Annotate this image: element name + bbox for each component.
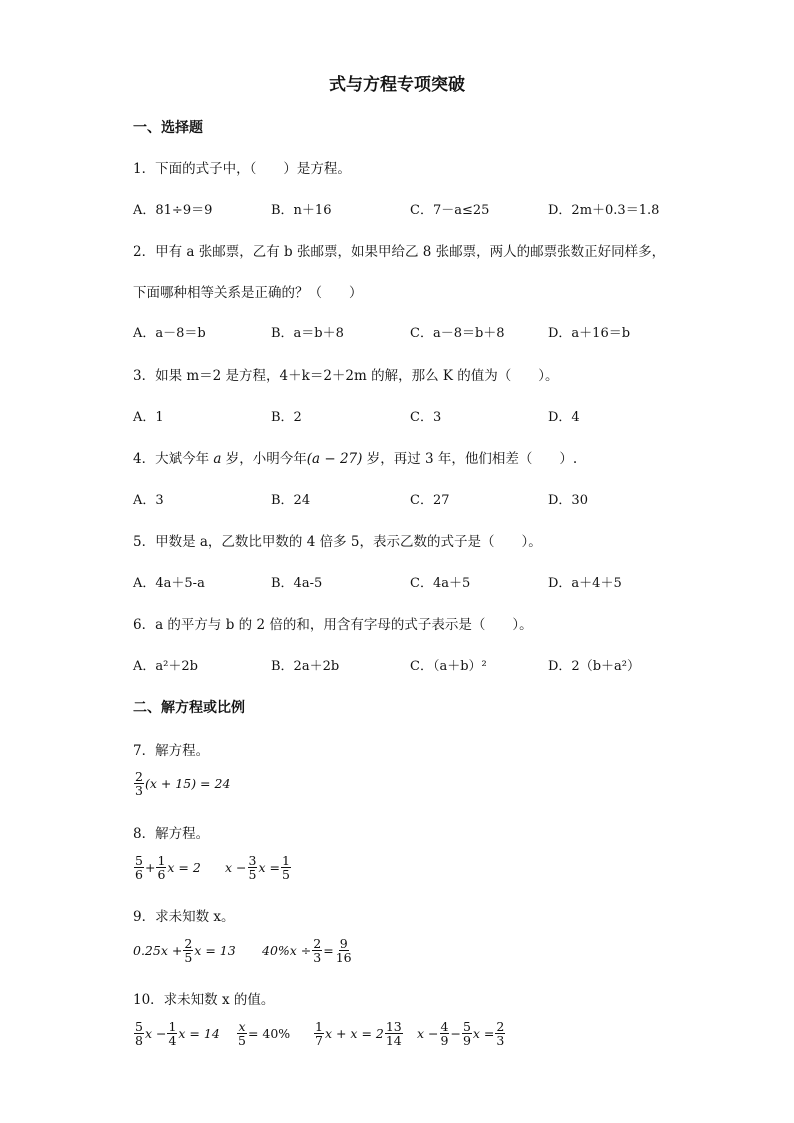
q3-option-b: B．2 xyxy=(271,410,302,425)
question-2: 2．甲有 a 张邮票，乙有 b 张邮票，如果甲给乙 8 张邮票，两人的邮票张数正好同样多， xyxy=(133,244,666,260)
q1-option-c: C．7－a≤25 xyxy=(410,203,490,218)
fraction: $\frac{2}{3}$ xyxy=(135,769,143,799)
q5-option-b: B．4a-5 xyxy=(271,576,323,591)
fraction: $\frac{5}{8}$ xyxy=(135,1019,143,1049)
q4-option-c: C．27 xyxy=(410,493,450,508)
q6-option-b: B．2a＋2b xyxy=(271,659,340,674)
q4-option-b: B．24 xyxy=(271,493,311,508)
q7-equation: $\frac{2}{3}$ (x + 15) = 24 xyxy=(135,769,231,799)
q2-option-a: A．a－8＝b xyxy=(133,326,206,341)
fraction: $\frac{2}{3}$ xyxy=(496,1019,505,1049)
question-7: 7．解方程。 xyxy=(133,743,210,759)
q6-option-a: A．a²＋2b xyxy=(133,659,198,674)
q4-option-a: A．3 xyxy=(133,493,164,508)
q2-option-b: B．a＝b＋8 xyxy=(271,326,344,341)
section-heading-equations: 二、解方程或比例 xyxy=(133,700,245,716)
q5-option-c: C．4a＋5 xyxy=(410,576,471,591)
q4-option-d: D．30 xyxy=(548,493,588,508)
q4-text-b: 岁，小明今年 xyxy=(221,451,307,467)
q2-option-c: C．a－8＝b＋8 xyxy=(410,326,505,341)
section-heading-choice: 一、选择题 xyxy=(133,120,203,136)
fraction: $\frac{13}{14}$ xyxy=(385,1019,402,1049)
fraction: $\frac{5}{6}$ xyxy=(135,853,143,883)
q3-option-c: C．3 xyxy=(410,410,442,425)
question-1: 1．下面的式子中，（ ）是方程。 xyxy=(133,161,351,177)
question-6: 6．a 的平方与 b 的 2 倍的和，用含有字母的式子表示是（ ）。 xyxy=(133,617,533,633)
fraction: $\frac{2}{3}$ xyxy=(313,936,322,966)
q10-equation-3: $\frac{1}{7}$ x + x = 2 $\frac{13}{14}$ xyxy=(315,1019,402,1049)
question-10: 10．求未知数 x 的值。 xyxy=(133,992,275,1008)
q2-option-d: D．a＋16＝b xyxy=(548,326,631,341)
q4-text-c: 岁，再过 3 年，他们相差（ ）. xyxy=(362,451,578,467)
q10-equation-1: $\frac{5}{8}$ x − $\frac{1}{4}$ x = 14 xyxy=(135,1019,220,1049)
question-2-line2: 下面哪种相等关系是正确的？（ ） xyxy=(133,285,363,301)
question-3: 3．如果 m＝2 是方程，4＋k＝2＋2m 的解，那么 K 的值为（ ）。 xyxy=(133,368,559,384)
fraction: $\frac{2}{5}$ xyxy=(184,936,193,966)
q4-var-a: a xyxy=(213,451,222,467)
fraction: $\frac{9}{16}$ xyxy=(335,936,352,966)
fraction: $\frac{1}{4}$ xyxy=(168,1019,177,1049)
q9-equation-1: 0.25x + $\frac{2}{5}$ x = 13 xyxy=(133,936,236,966)
q6-option-c: C．（a＋b）² xyxy=(410,659,487,674)
question-4 xyxy=(133,447,577,467)
q10-equation-2: $\frac{x}{5}$ = 40% xyxy=(238,1019,291,1049)
page-title: 式与方程专项突破 xyxy=(329,75,465,95)
q1-option-d: D．2m＋0.3＝1.8 xyxy=(548,203,660,218)
fraction: $\frac{1}{7}$ xyxy=(315,1019,323,1049)
q9-equation-2: 40%x ÷ $\frac{2}{3}$ = $\frac{9}{16}$ xyxy=(262,936,352,966)
q3-option-d: D．4 xyxy=(548,410,580,425)
fraction: $\frac{5}{9}$ xyxy=(462,1019,471,1049)
fraction: $\frac{4}{9}$ xyxy=(440,1019,449,1049)
q3-option-a: A．1 xyxy=(133,410,164,425)
q5-option-a: A．4a＋5-a xyxy=(133,576,205,591)
q1-option-a: A．81÷9＝9 xyxy=(133,203,213,218)
question-8: 8．解方程。 xyxy=(133,826,210,842)
q6-option-d: D．2（b＋a²） xyxy=(548,659,640,674)
fraction: $\frac{1}{6}$ xyxy=(157,853,166,883)
q5-option-d: D．a＋4＋5 xyxy=(548,576,622,591)
q8-equation-1: $\frac{5}{6}$ + $\frac{1}{6}$ x = 2 xyxy=(135,853,201,883)
q10-equation-4: x − $\frac{4}{9}$ − $\frac{5}{9}$ x = $\frac{2}{3}$ xyxy=(417,1019,505,1049)
question-9: 9．求未知数 x。 xyxy=(133,909,235,925)
q8-equation-2: x − $\frac{3}{5}$ x = $\frac{1}{5}$ xyxy=(225,853,290,883)
fraction: $\frac{x}{5}$ xyxy=(238,1019,246,1049)
q4-expr: (a − 27) xyxy=(306,451,363,467)
q1-option-b: B．n＋16 xyxy=(271,203,332,218)
fraction: $\frac{3}{5}$ xyxy=(248,853,257,883)
question-5: 5．甲数是 a，乙数比甲数的 4 倍多 5，表示乙数的式子是（ ）。 xyxy=(133,534,542,550)
fraction: $\frac{1}{5}$ xyxy=(281,853,290,883)
q4-text-a: 4．大斌今年 xyxy=(133,451,214,467)
